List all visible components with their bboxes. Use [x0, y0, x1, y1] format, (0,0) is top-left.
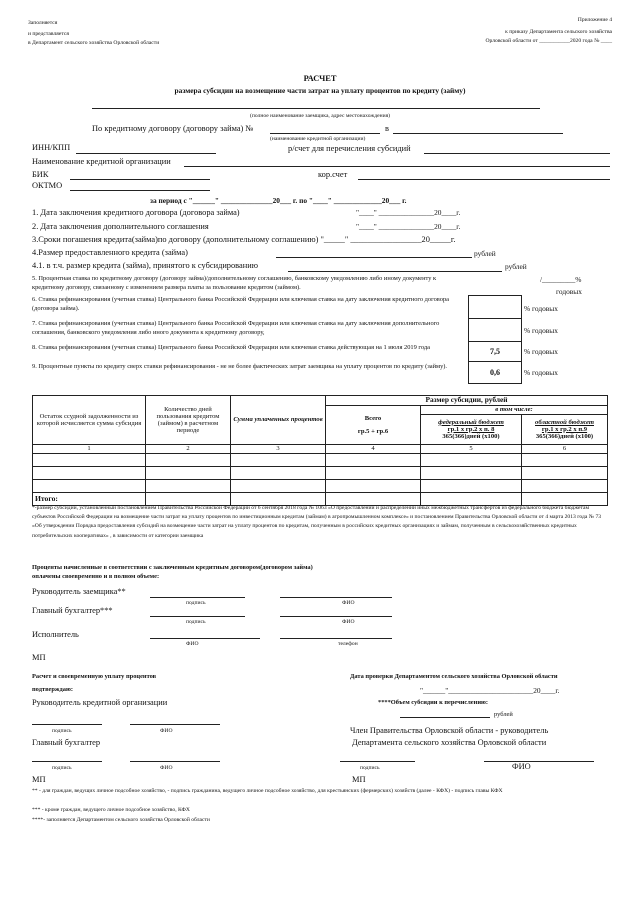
rate-7-unit: % годовых [524, 326, 558, 335]
contract-label: По кредитному договору (договору займа) № [92, 124, 254, 133]
mp-2: МП [32, 775, 46, 784]
oktmo-label: ОКТМО [32, 181, 63, 190]
table-row [33, 467, 608, 480]
col-federal-header [421, 415, 522, 445]
dept-sign-line [340, 761, 415, 762]
rate-6-unit: % годовых [524, 304, 558, 313]
head-fio-line [280, 597, 392, 598]
subsidy-table [32, 395, 608, 506]
mp-3: МП [352, 775, 366, 784]
executor-label: Исполнитель [32, 630, 79, 639]
contract-in: в [385, 124, 389, 133]
bik-line [70, 179, 210, 180]
total-row-label: Итого: [33, 493, 146, 506]
bank-head-sign-line [32, 724, 102, 725]
rate-6-text: 6. Ставка рефинансирования (учетная ставка) Центрального банка Российской Федерации или ключевая ставка на дату заключения кредитного договора (договора займа). [32, 296, 449, 312]
rate-9-text: 9. Процентные пункты по кредиту сверх ставки рефинансирования - не не более фактических затрат заемщика на уплату процентов по кредиту (займу). [32, 363, 447, 370]
footnote: *-размер субсидии, установленный постановлением Правительства Российской Федерации от 6 сентября 2018 года № 1063 «О предоставлении и распределении иных межбюджетных трансфертов из федерального бюджета бюджетам субъектов Российской Федерации на возмещение части затрат на уплату процентов по инвестиционным кредитам (займам) в агропромышленном комплексе» и постановлением Правительства Орловской области от 4 марта 2013 года № 73 «Об утверждении Порядка предоставления субсидий на возмещение части затрат на уплату процентов по кредитам, полученным в российских кредитных организациях и займам, полученным в сельскохозяйственных кредитных потребительских кооперативах» , в зависимости от категории заемщика [32, 505, 602, 539]
head-sign-caption: подпись [186, 600, 206, 606]
item-2: 2. Дата заключения дополнительного соглашения [32, 222, 209, 231]
rate-8-value: 7,5 [468, 341, 522, 362]
col-total-header [326, 406, 421, 445]
chief-acc-fio-line [280, 616, 392, 617]
account-line [424, 153, 610, 154]
item-3: 3.Сроки погашения кредита(займа)по договору (дополнительному соглашению) "_____" _________________20_____г. [32, 235, 456, 244]
executor-phone-line [280, 638, 392, 639]
header-right-line2: к приказу Департамента сельского хозяйства [505, 29, 612, 35]
rate-9-unit: % годовых [524, 368, 558, 377]
note-3: ****- заполняется Департаментом сельского хозяйства Орловской области [32, 817, 210, 823]
member-label: Член Правительства Орловской области - руководитель [350, 726, 549, 735]
chief-acc-sign-caption: подпись [186, 619, 206, 625]
contract-bank-line [393, 133, 563, 134]
calc-note: Расчет и своевременную уплату процентов [32, 673, 157, 680]
borrower-hint: (полное наименование заемщика, адрес местонахождения) [249, 113, 390, 119]
bank-acc-sign-line [32, 761, 102, 762]
item-5: 5. Процентная ставка по кредитному договору (договору займа)/дополнительному соглашению, банковскому уведомлению либо иному документу к кредитному договору, связанному с изменением размера платы за пользование кредитом (займом). [32, 275, 437, 291]
regional-days: 365(366)дней (х100) [535, 433, 594, 441]
confirm-label: подтверждаю: [32, 686, 73, 693]
col-num-1: 1 [33, 445, 146, 454]
total-formula: гр.5 + гр.6 [357, 428, 389, 435]
borrower-line [92, 108, 540, 109]
interest-note: Проценты начисленные в соответствии с заключенным кредитным договором(договором займа) оплачены своевременно и в полном объеме: [32, 564, 313, 580]
oktmo-line [70, 190, 210, 191]
check-date-line: "______"_______________________20____г. [420, 686, 560, 695]
corr-label: кор.счет [318, 170, 348, 179]
document-title: РАСЧЕТ [303, 74, 337, 83]
period-line: за период с "______" ______________20___ г. по "____" _____________20___ г. [150, 196, 407, 205]
bank-head-fio-caption: ФИО [160, 728, 173, 734]
rate-6-value [468, 295, 522, 319]
table-row [33, 480, 608, 493]
col-num-5: 5 [421, 445, 522, 454]
corr-line [358, 179, 610, 180]
document-subtitle: размера субсидии на возмещение части затрат на уплату процентов по кредиту (займу) [174, 86, 466, 95]
item-4-1: 4.1. в т.ч. размер кредита (займа), принятого к субсидированию [32, 261, 258, 270]
federal-formula: гр.1 х гр.2 х п. 8 [447, 425, 495, 433]
federal-days: 365(366)дней (х100) [442, 433, 500, 441]
volume-line [400, 717, 490, 718]
header-left-line3: в Департамент сельского хозяйства Орловской области [28, 40, 160, 46]
bank-acc-fio-line [130, 761, 220, 762]
item-1: 1. Дата заключения кредитного договора (договора займа) [32, 208, 240, 217]
mp-1: МП [32, 653, 46, 662]
header-right-line3: Орловской области от ___________2020 года № ____ [485, 38, 612, 44]
executor-fio-line [150, 638, 260, 639]
item-4-unit: рублей [474, 249, 496, 258]
inn-label: ИНН/КПП [32, 143, 71, 152]
col-num-2: 2 [146, 445, 231, 454]
item-4-line [276, 257, 472, 258]
dept-sign-caption: подпись [360, 765, 380, 771]
col-interest-header: Сумма уплаченных процентов [231, 396, 326, 445]
col-regional-header [522, 415, 608, 445]
header-left-line1: Заполняется [28, 20, 58, 26]
chief-acc-sign-line [150, 616, 245, 617]
item-5-rate: /_________% [540, 275, 582, 284]
note-1: ** - для граждан, ведущих личное подсобное хозяйство, - подпись гражданина, ведущего личное подсобное хозяйство, для крестьянских (фермерских) хозяйств (далее - КФХ) - подпись главы КФХ [32, 788, 503, 794]
item-5-unit: годовых [556, 287, 582, 296]
col-balance-header: Остаток ссудной задолженности из которой исчисляется сумма субсидия [33, 396, 146, 445]
header-left-line2: и представляется [28, 31, 69, 37]
rate-9-value: 0,6 [468, 361, 522, 384]
dept-fio-caption: ФИО [512, 762, 531, 771]
head-sign-line [150, 597, 245, 598]
bank-name-line [184, 166, 610, 167]
dept-fio-line [484, 761, 594, 762]
bank-acc-sign-caption: подпись [52, 765, 72, 771]
item-2-date: "____" _______________20____г. [356, 222, 461, 231]
volume-label: ****Объем субсидии к перечислению: [378, 699, 489, 706]
volume-unit: рублей [494, 711, 513, 718]
rate-8-text: 8. Ставка рефинансирования (учетная ставка) Центрального банка Российской Федерации или ключевая ставка действующая на 1 июля 2019 года [32, 344, 430, 351]
federal-label: федеральный бюджет [438, 418, 504, 426]
dept-label: Департамента сельского хозяйства Орловской области [352, 738, 547, 747]
chief-acc-fio-caption: ФИО [342, 619, 355, 625]
chief-acc-label: Главный бухгалтер*** [32, 606, 113, 615]
executor-phone-caption: телефон [338, 641, 358, 647]
rate-7-value [468, 318, 522, 342]
bank-acc-label: Главный бухгалтер [32, 738, 101, 747]
item-4: 4.Размер предоставленного кредита (займа) [32, 248, 188, 257]
rate-7-text: 7. Ставка рефинансирования (учетная ставка) Центрального банка Российской Федерации или ключевая ставка на дату заключения дополнительного соглашения, банковского уведомления либо иного документа к кредитному договору, [32, 320, 440, 336]
regional-formula: гр.1 х гр.2 х п.9 [541, 425, 588, 433]
bank-head-sign-caption: подпись [52, 728, 72, 734]
col-days-header: Количество дней пользования кредитом (займом) в расчетном периоде [146, 396, 231, 445]
col-num-6: 6 [522, 445, 608, 454]
including-header: в том числе: [421, 406, 608, 415]
bank-acc-fio-caption: ФИО [160, 765, 173, 771]
inn-line [76, 153, 216, 154]
bank-hint: (наименование кредитной организации) [270, 136, 366, 142]
head-fio-caption: ФИО [342, 600, 355, 606]
check-date-label: Дата проверки Департаментом сельского хозяйства Орловской области [350, 673, 558, 680]
contract-number-line [270, 133, 380, 134]
col-num-3: 3 [231, 445, 326, 454]
item-4-1-unit: рублей [505, 262, 527, 271]
header-right-line1: Приложение 4 [577, 17, 612, 23]
bik-label: БИК [32, 170, 49, 179]
note-2: *** - кроме граждан, ведущего личное подсобное хозяйство, КФХ [32, 807, 190, 813]
subsidy-group-header: Размер субсидии, рублей [326, 396, 608, 406]
executor-fio-caption: ФИО [186, 641, 199, 647]
account-label: р/счет для перечисления субсидий [288, 144, 411, 153]
col-num-4: 4 [326, 445, 421, 454]
item-4-1-line [288, 271, 502, 272]
bank-head-fio-line [130, 724, 220, 725]
bank-name-label: Наименование кредитной организации [32, 157, 171, 166]
regional-label: областной бюджет [535, 418, 594, 426]
item-1-date: "____" _______________20____г. [356, 208, 461, 217]
table-row [33, 454, 608, 467]
head-label: Руководитель заемщика** [32, 587, 126, 596]
rate-8-unit: % годовых [524, 347, 558, 356]
bank-head-label: Руководитель кредитной организации [32, 698, 168, 707]
total-label: Всего [364, 414, 382, 422]
